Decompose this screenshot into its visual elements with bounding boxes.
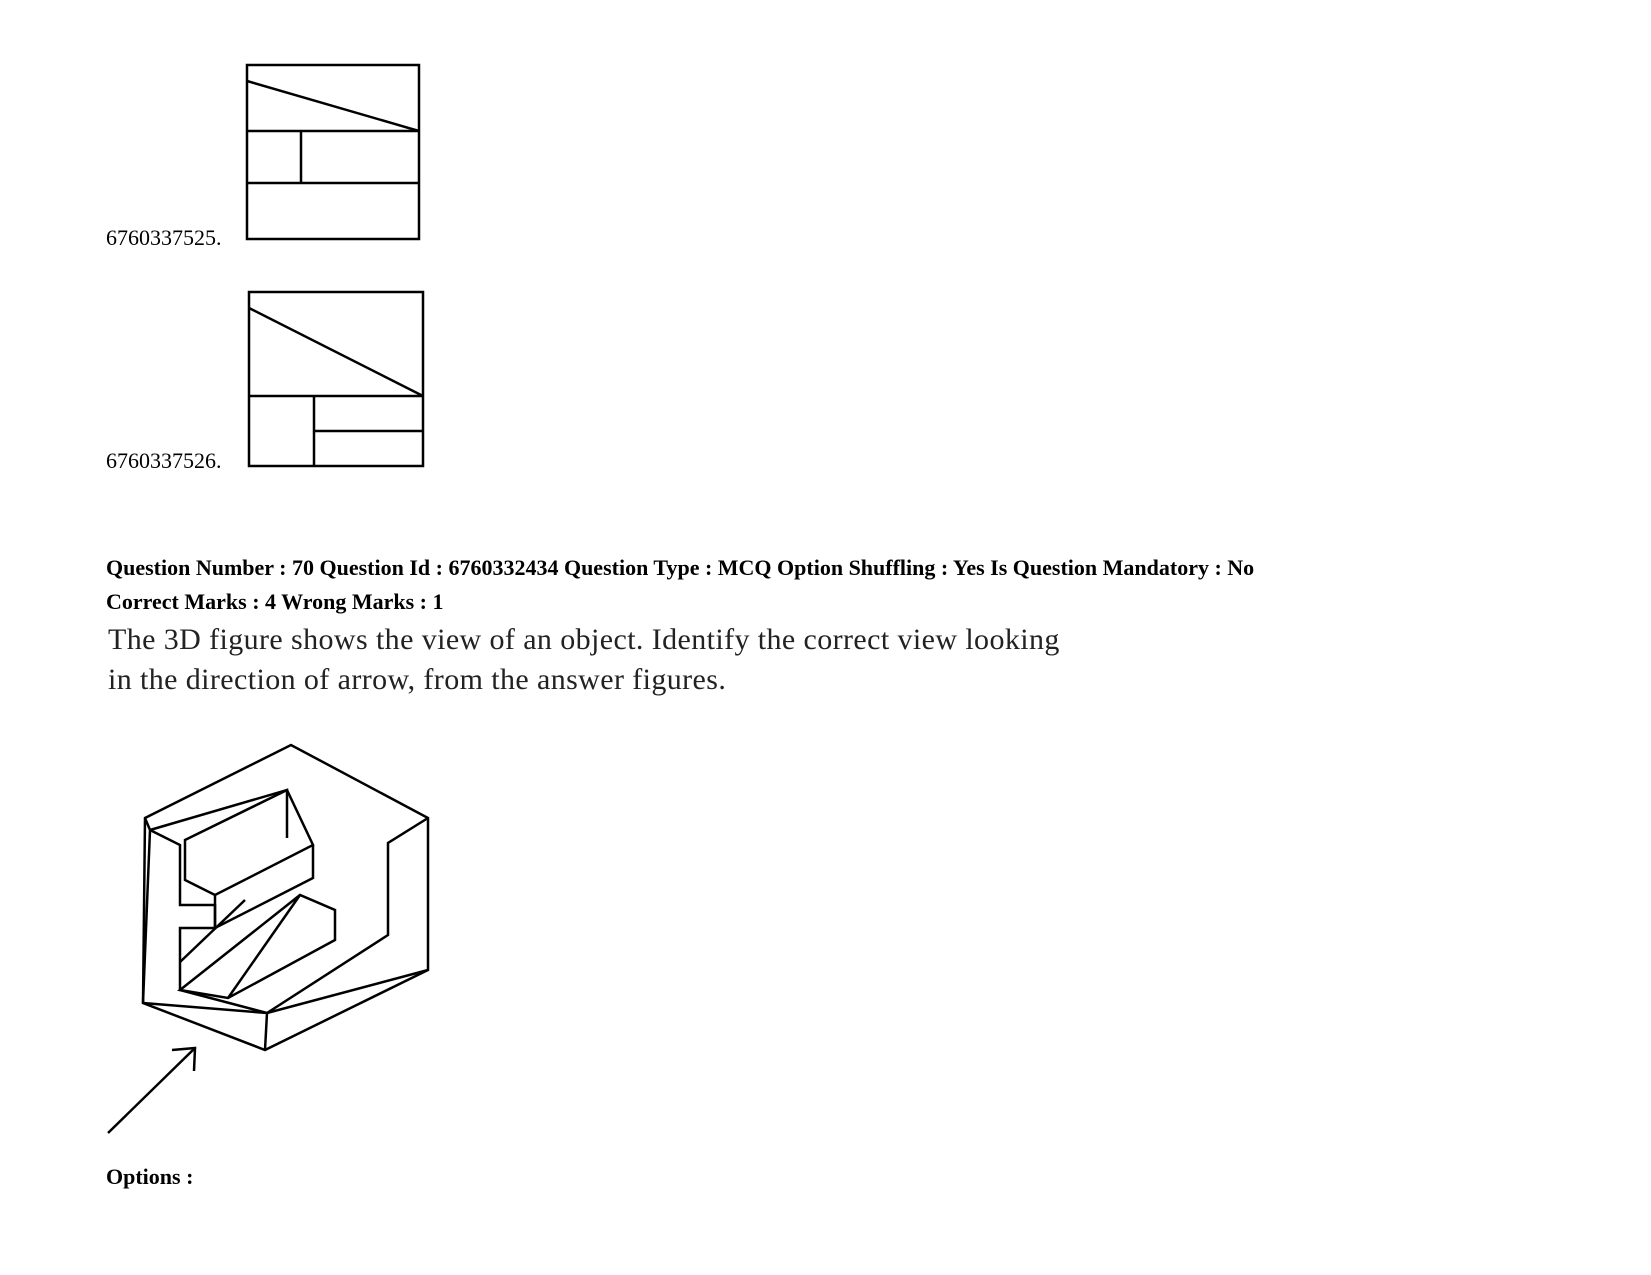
- option-figure-2: [247, 290, 429, 472]
- diagonal-line: [249, 308, 423, 396]
- question-text: [108, 620, 1308, 700]
- option-id-label: 6760337526.: [106, 448, 222, 473]
- option-id-label: 6760337525.: [106, 225, 222, 250]
- stair-edge-line: [180, 900, 245, 962]
- view-direction-arrow: [108, 1048, 195, 1133]
- upper-step: [185, 790, 313, 928]
- question-text-line: The 3D figure shows the view of an object. Identify the correct view looking: [108, 623, 1060, 656]
- lower-step: [180, 895, 335, 998]
- outer-rectangle: [249, 292, 423, 466]
- diagonal-line: [247, 81, 419, 131]
- outer-rectangle: [247, 65, 419, 239]
- question-meta-line: Question Number : 70 Question Id : 6760332434 Question Type : MCQ Option Shuffling : Yes Is Question Mandatory : No: [106, 555, 1255, 580]
- option-figure-1: [245, 63, 425, 243]
- question-marks-line: Correct Marks : 4 Wrong Marks : 1: [106, 589, 444, 614]
- options-heading: Options :: [106, 1164, 194, 1189]
- question-3d-figure: [100, 735, 440, 1135]
- question-text-line: in the direction of arrow, from the answer figures.: [108, 663, 727, 696]
